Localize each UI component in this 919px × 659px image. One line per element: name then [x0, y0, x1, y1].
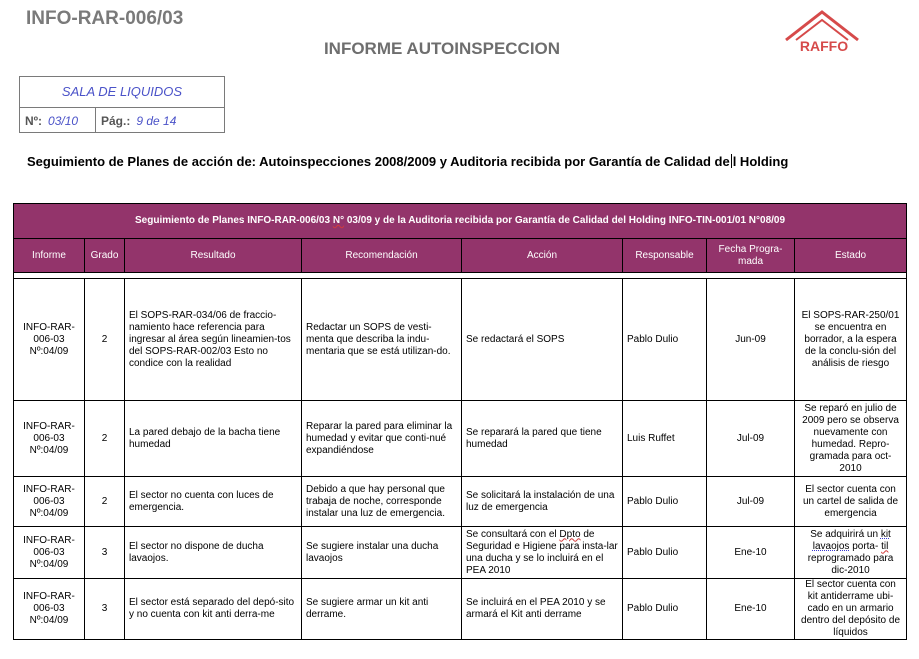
resultado-cell: El sector está separado del depó-sito y no cuenta con kit anti derra-me	[125, 579, 302, 640]
resultado-cell: La pared debajo de la bacha tiene humedad	[125, 401, 302, 477]
responsable-cell: Luis Ruffet	[623, 401, 707, 477]
column-header: Fecha Progra-mada	[707, 239, 795, 273]
responsable-cell: Pablo Dulio	[623, 527, 707, 579]
raffo-logo	[780, 8, 868, 56]
table-header-row	[14, 239, 907, 273]
responsable-cell: Pablo Dulio	[623, 279, 707, 401]
grado-cell: 3	[85, 579, 125, 640]
accion-cell: Se consultará con el Dpto de Seguridad e Higiene para insta-lar una ducha y se lo incluirá en el PEA 2010	[462, 527, 623, 579]
fecha-cell: Jul-09	[707, 477, 795, 527]
grado-cell: 3	[85, 527, 125, 579]
informe-cell: INFO-RAR-006-03 Nº:04/09	[14, 477, 85, 527]
recomendacion-cell: Se sugiere instalar una ducha lavaojos	[302, 527, 462, 579]
table-row	[14, 527, 907, 579]
grado-cell: 2	[85, 279, 125, 401]
column-header: Grado	[85, 239, 125, 273]
informe-cell: INFO-RAR-006-03 Nº:04/09	[14, 279, 85, 401]
resultado-cell: El sector no cuenta con luces de emergencia.	[125, 477, 302, 527]
fecha-cell: Jul-09	[707, 401, 795, 477]
estado-cell: Se reparó en julio de 2009 pero se observa nuevamente con humedad. Repro-gramada para oct-2010	[795, 401, 907, 477]
number-label: Nº:	[25, 113, 43, 128]
page-label: Pág.:	[101, 113, 131, 128]
area-name: SALA DE LIQUIDOS	[20, 77, 224, 108]
text-cursor	[731, 154, 732, 168]
informe-cell: INFO-RAR-006-03 Nº:04/09	[14, 527, 85, 579]
fecha-cell: Jun-09	[707, 279, 795, 401]
column-header: Resultado	[125, 239, 302, 273]
table-banner: Seguimiento de Planes INFO-RAR-006/03 N° 03/09 y de la Auditoria recibida por Garantía de Calidad del Holding INFO-TIN-001/01 N°08/09	[14, 204, 907, 239]
fecha-cell: Ene-10	[707, 527, 795, 579]
document-code: INFO-RAR-006/03	[26, 8, 184, 29]
responsable-cell: Pablo Dulio	[623, 477, 707, 527]
accion-cell: Se reparará la pared que tiene humedad	[462, 401, 623, 477]
responsable-cell: Pablo Dulio	[623, 579, 707, 640]
accion-cell: Se redactará el SOPS	[462, 279, 623, 401]
grado-cell: 2	[85, 477, 125, 527]
recomendacion-cell: Reparar la pared para eliminar la humedad y evitar que conti-nué expandiéndose	[302, 401, 462, 477]
recomendacion-cell: Redactar un SOPS de vesti-menta que describa la indu-mentaria que se está utilizan-do.	[302, 279, 462, 401]
estado-cell: El sector cuenta con un cartel de salida de emergencia	[795, 477, 907, 527]
recomendacion-cell: Se sugiere armar un kit anti derrame.	[302, 579, 462, 640]
accion-cell: Se solicitará la instalación de una luz de emergencia	[462, 477, 623, 527]
recomendacion-cell: Debido a que hay personal que trabaja de noche, corresponde instalar una luz de emergencia.	[302, 477, 462, 527]
resultado-cell: El sector no dispone de ducha lavaojos.	[125, 527, 302, 579]
section-subtitle: Seguimiento de Planes de acción de: Autoinspecciones 2008/2009 y Auditoria recibida por Garantía de Calidad de l Holding	[27, 154, 789, 169]
accion-cell: Se incluirá en el PEA 2010 y se armará el Kit anti derrame	[462, 579, 623, 640]
page-value: 9 de 14	[136, 113, 177, 128]
estado-cell: El SOPS-RAR-250/01 se encuentra en borrador, a la espera de la conclu-sión del análisis de riesgo	[795, 279, 907, 401]
informe-cell: INFO-RAR-006-03 Nº:04/09	[14, 401, 85, 477]
table-row	[14, 401, 907, 477]
logo-text: RAFFO	[799, 38, 849, 54]
fecha-cell: Ene-10	[707, 579, 795, 640]
column-header: Estado	[795, 239, 907, 273]
estado-cell: Se adquirirá un kit lavaojos porta- til reprogramado para dic-2010	[795, 527, 907, 579]
table-row	[14, 579, 907, 640]
estado-cell: El sector cuenta con kit antiderrame ubi-cado en un armario dentro del depósito de líquidos	[795, 579, 907, 640]
informe-cell: INFO-RAR-006-03 Nº:04/09	[14, 579, 85, 640]
page-title: INFORME AUTOINSPECCION	[323, 39, 561, 58]
resultado-cell: El SOPS-RAR-034/06 de fraccio-namiento hace referencia para ingresar al área según lineamien-tos del SOPS-RAR-002/03 Esto no condice con la realidad	[125, 279, 302, 401]
document-info-box	[19, 76, 225, 133]
number-value: 03/10	[48, 113, 79, 128]
table-row	[14, 279, 907, 401]
column-header: Acción	[462, 239, 623, 273]
column-header: Informe	[14, 239, 85, 273]
column-header: Recomendación	[302, 239, 462, 273]
grado-cell: 2	[85, 401, 125, 477]
column-header: Responsable	[623, 239, 707, 273]
action-plan-table	[13, 203, 907, 640]
table-row	[14, 477, 907, 527]
